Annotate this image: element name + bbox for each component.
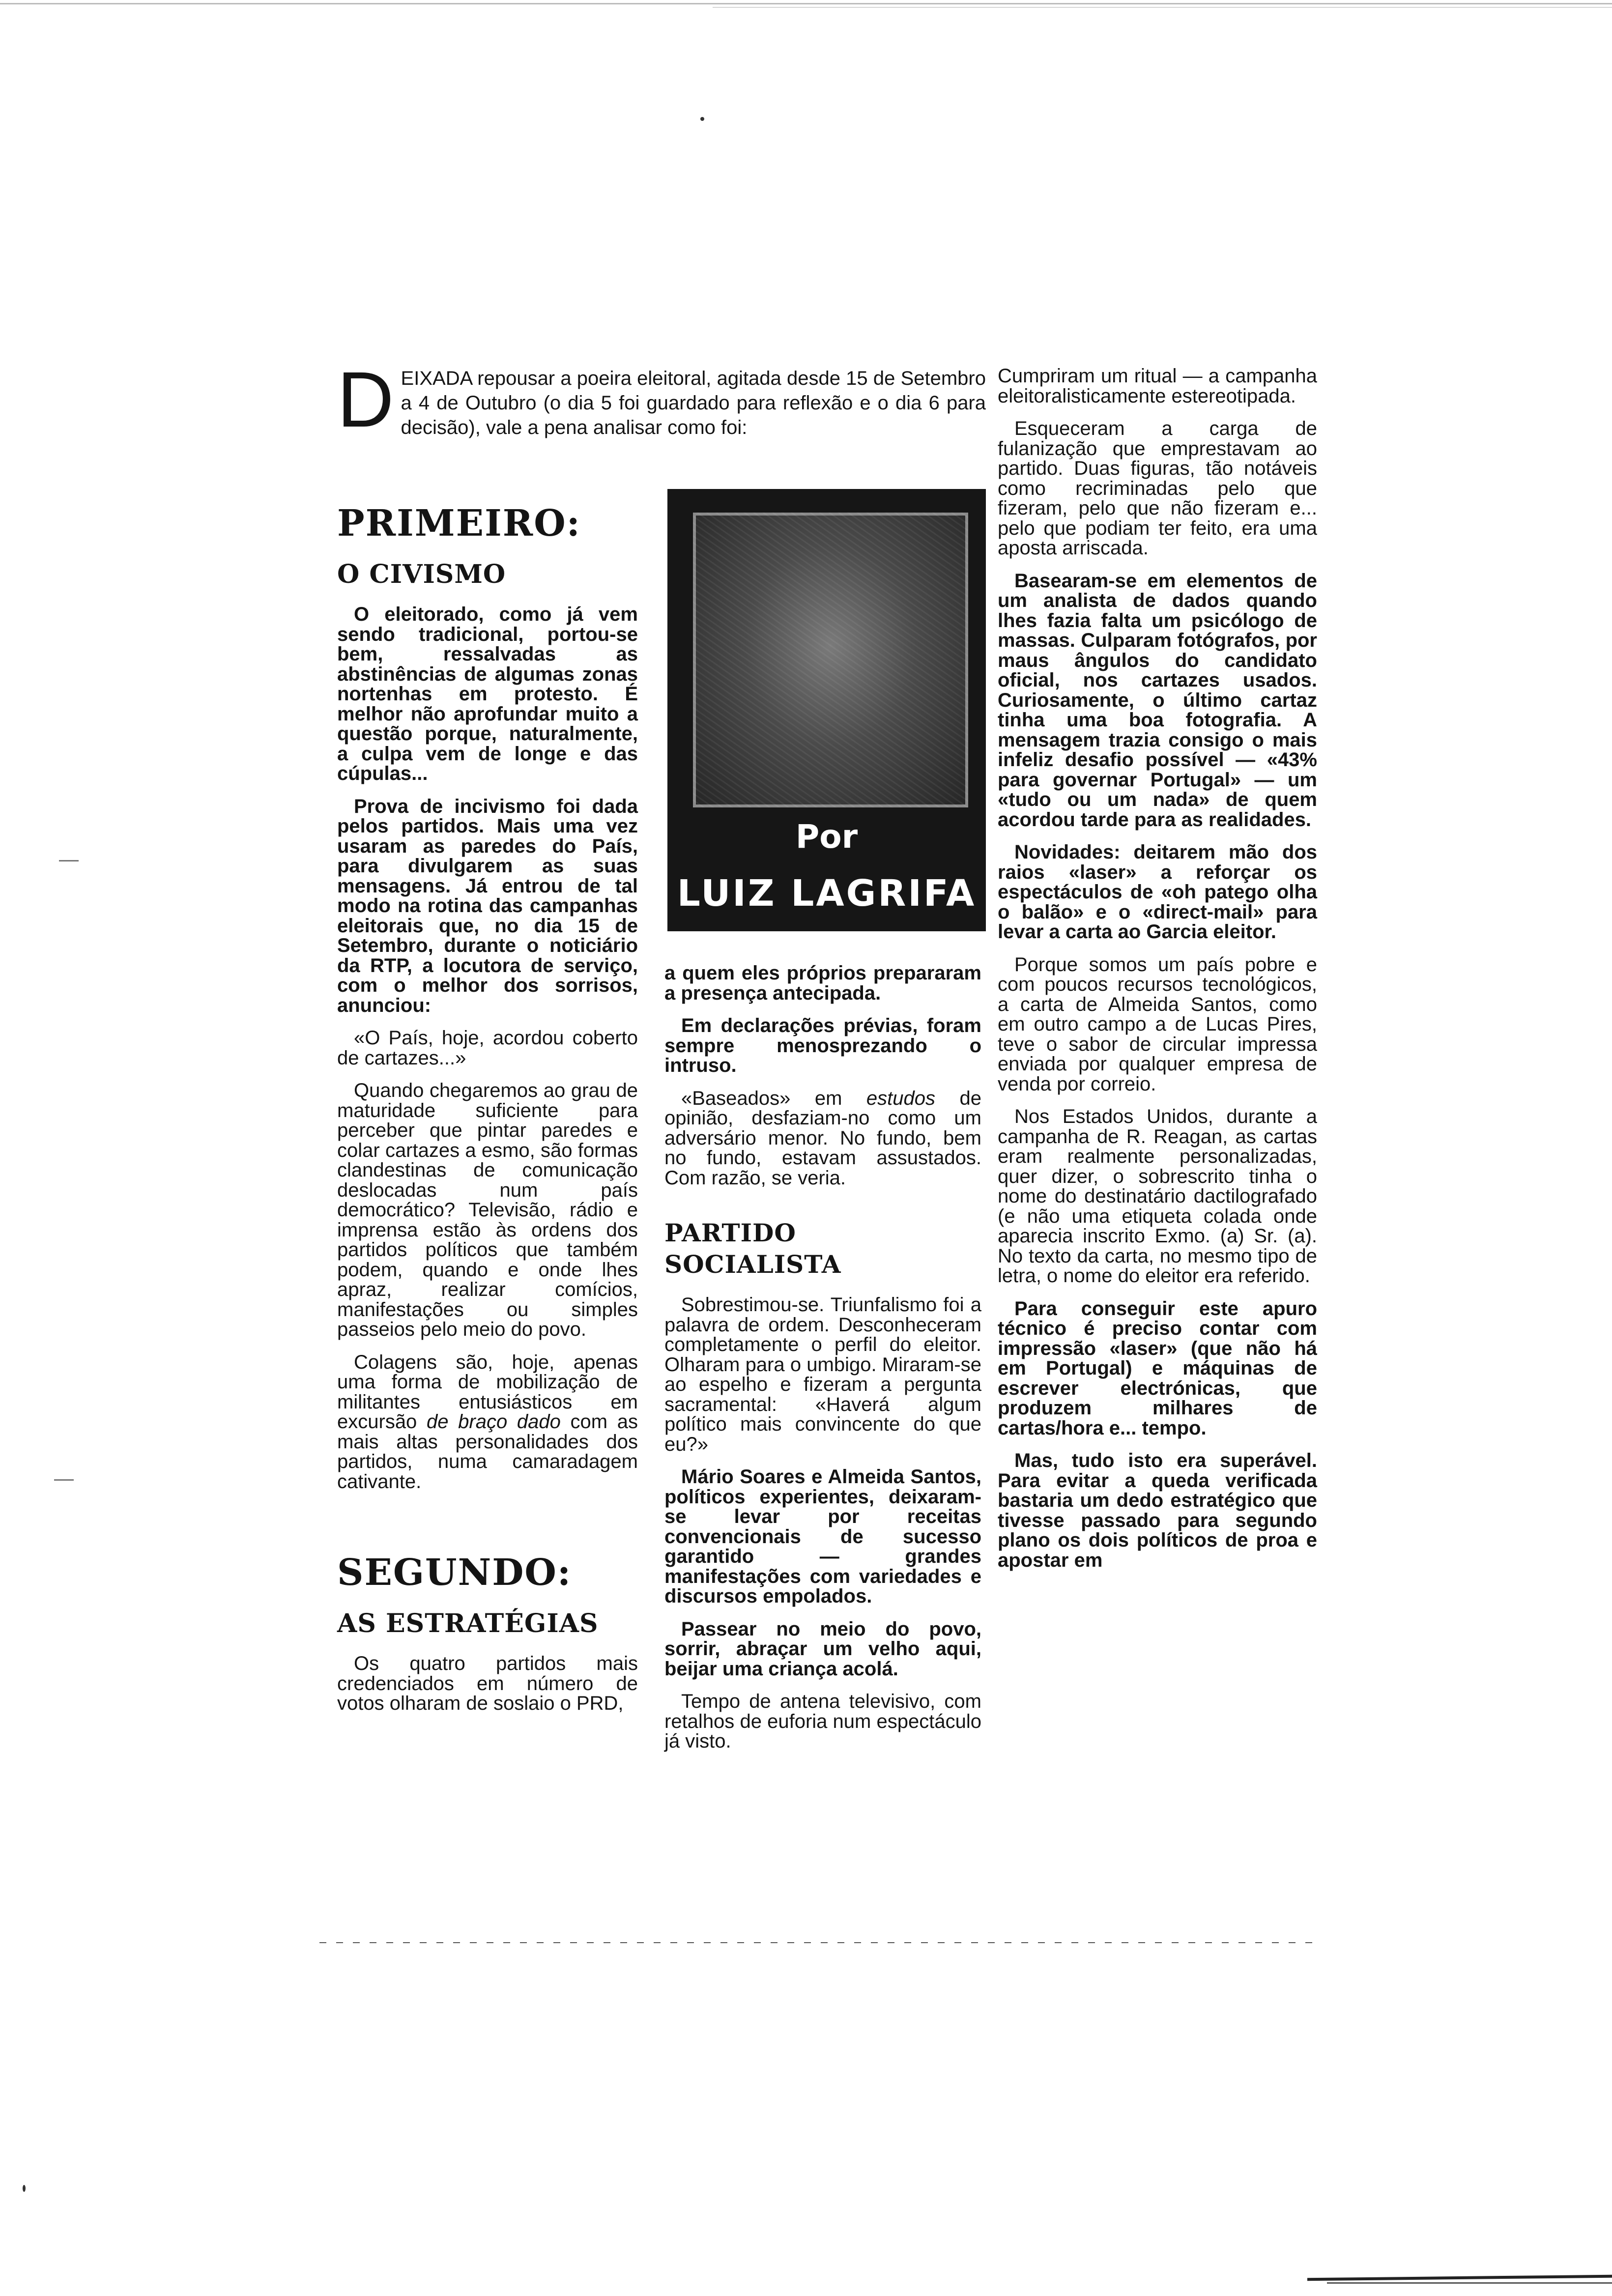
byline-por: Por <box>795 818 858 856</box>
byline-author: LUIZ LAGRIFA <box>677 872 977 915</box>
lead-text: EIXADA repousar a poeira eleitoral, agitada desde 15 de Setembro a 4 de Outubro (o dia 5 foi guardado para reflexão e o dia 6 para decisão), vale a pena analisar como foi: <box>401 368 986 438</box>
paragraph: Passear no meio do povo, sorrir, abraçar um velho aqui, beijar uma criança acolá. <box>664 1618 981 1680</box>
subheading-estrategias: AS ESTRATÉGIAS <box>337 1608 599 1638</box>
section-heading-primeiro: PRIMEIRO: <box>337 502 581 545</box>
italic-word: estudos <box>866 1087 936 1109</box>
paragraph: O eleitorado, como já vem sendo tradicional, portou-se bem, ressalvadas as abstinências de algumas zonas nortenhas em protesto. É melhor não aprofundar muito a questão porque, naturalmente, a culpa vem de longe e das cúpulas... <box>337 603 638 784</box>
author-photo-box <box>667 489 986 931</box>
paragraph: Mas, tudo isto era superável. Para evitar a queda verificada bastaria um dedo estratégico que tivesse passado para segundo plano os dois políticos de proa e apostar em <box>998 1450 1317 1571</box>
scan-speck <box>700 117 704 121</box>
paragraph: Mário Soares e Almeida Santos, políticos experientes, deixaram-se levar por receitas convencionais de sucesso garantido — grandes manifestações com variedades e discursos empolados. <box>664 1466 981 1607</box>
paragraph: Quando chegaremos ao grau de maturidade suficiente para perceber que pintar paredes e colar cartazes a esmo, são formas clandestinas de comunicação deslocadas num país democrático? Televisão, rádio e imprensa estão às ordens dos partidos políticos que também podem, quando e onde lhes apraz, realizar comícios, manifestações ou simples passeios pelo meio do povo. <box>337 1080 638 1340</box>
paragraph: Novidades: deitarem mão dos raios «laser» a reforçar os espectáculos de «oh patego olha o balão» e o «direct-mail» para levar a carta ao Garcia eleitor. <box>998 841 1317 943</box>
paragraph: Tempo de antena televisivo, com retalhos de euforia num espectáculo já visto. <box>664 1691 981 1752</box>
scan-speck <box>59 860 79 861</box>
scan-top-edge-secondary <box>713 7 1612 8</box>
paragraph: Cumpriram um ritual — a campanha eleitoralisticamente estereotipada. <box>998 365 1317 407</box>
paragraph: Os quatro partidos mais credenciados em número de votos olharam de soslaio o PRD, <box>337 1653 638 1714</box>
paragraph: Esqueceram a carga de fulanização que emprestavam ao partido. Duas figuras, tão notáveis como recriminadas pelo que fizeram, pelo que não fizeram e... pelo que podiam ter feito, era uma aposta arriscada. <box>998 418 1317 559</box>
bottom-rule <box>319 1942 1322 1943</box>
subheading-civismo: O CIVISMO <box>337 559 506 589</box>
paragraph: Colagens são, hoje, apenas uma forma de mobilização de militantes entusiásticos em excursão de braço dado com as mais altas personalidades dos partidos, numa camaradagem cativante. <box>337 1351 638 1492</box>
paragraph: «Baseados» em estudos de opinião, desfaziam-no como um adversário menor. No fundo, bem no fundo, estavam assustados. Com razão, se veria. <box>664 1087 981 1189</box>
column-middle <box>664 963 981 1764</box>
paragraph: Prova de incivismo foi dada pelos partidos. Mais uma vez usaram as paredes do País, para divulgarem as suas mensagens. Já entrou de tal modo na rotina das campanhas eleitorais que, no dia 15 de Setembro, durante o noticiário da RTP, a locutora de serviço, com o melhor dos sorrisos, anunciou: <box>337 795 638 1016</box>
paragraph: Para conseguir este apuro técnico é preciso contar com impressão «laser» (que não há em Portugal) e máquinas de escrever electrónicas, que produzem milhares de cartas/hora e... tempo. <box>998 1297 1317 1439</box>
scan-mark <box>1327 2282 1612 2284</box>
scan-speck <box>54 1479 74 1481</box>
italic-phrase: de braço dado <box>426 1411 561 1433</box>
paragraph: Basearam-se em elementos de um analista de dados quando lhes fazia falta um psicólogo de massas. Culparam fotógrafos, por maus ângulos do candidato oficial, nos cartazes usados. Curiosamente, o último cartaz tinha uma boa fotografia. A mensagem trazia consigo o mais infeliz desafio possível — «43% para governar Portugal» — um «tudo ou um nada» de quem acordou tarde para as realidades. <box>998 570 1317 831</box>
column-left <box>337 491 638 1726</box>
subheading-partido-socialista: PARTIDO SOCIALISTA <box>664 1218 841 1279</box>
paragraph: Sobrestimou-se. Triunfalismo foi a palavra de ordem. Desconheceram completamente o perfil do eleitor. Olharam para o umbigo. Miraram-se ao espelho e fizeram a pergunta sacramental: «Haverá algum político mais convincente do que eu?» <box>664 1294 981 1455</box>
scan-top-edge <box>0 3 1612 4</box>
paragraph: Nos Estados Unidos, durante a campanha de R. Reagan, as cartas eram realmente personalizadas, quer dizer, o sobrescrito tinha o nome do destinatário dactilografado (e não uma etiqueta colada onde aparecia inscrito Exmo. (a) Sr. (a). No texto da carta, no mesmo tipo de letra, o nome do eleitor era referido. <box>998 1106 1317 1287</box>
section-heading-segundo: SEGUNDO: <box>337 1551 572 1594</box>
paragraph: Em declarações prévias, foram sempre menosprezando o intruso. <box>664 1015 981 1076</box>
drop-cap: D <box>337 355 394 443</box>
scan-speck <box>23 2185 26 2192</box>
paragraph: Porque somos um país pobre e com poucos recursos tecnológicos, a carta de Almeida Santos, como em outro campo a de Lucas Pires, teve o sabor de circular impressa enviada por qualquer empresa de venda por correio. <box>998 953 1317 1095</box>
column-right <box>998 366 1317 1583</box>
scan-mark <box>1307 2275 1612 2281</box>
paragraph: a quem eles próprios prepararam a presença antecipada. <box>664 962 981 1004</box>
quote: «O País, hoje, acordou coberto de cartazes...» <box>337 1027 638 1069</box>
article-lead <box>337 355 986 443</box>
